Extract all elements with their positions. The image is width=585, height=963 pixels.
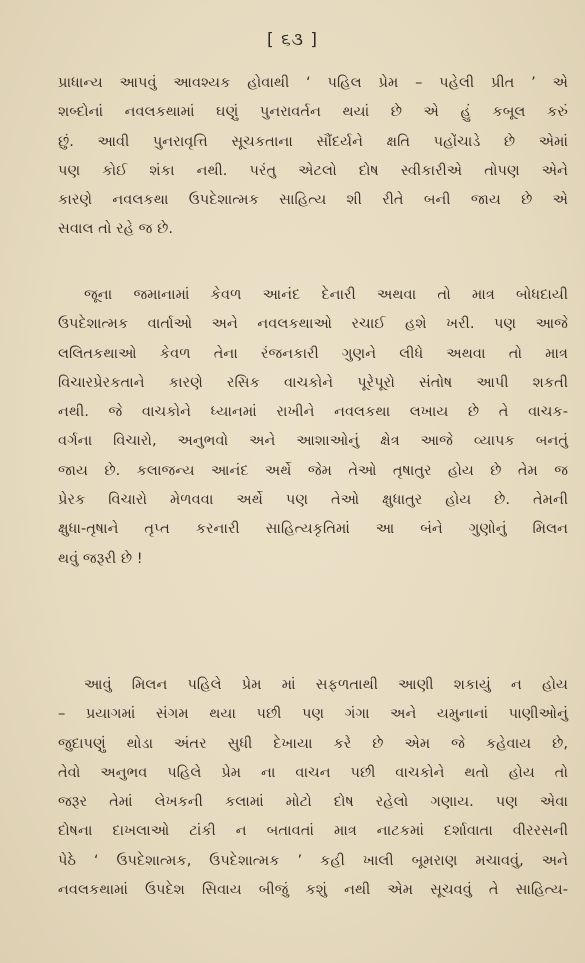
text-line: પેઠે ‘ ઉપદેશાત્મક, ઉપદેશાત્મક ’ કહી ખાલી બૂમરાણ મચાવવું, અને [58, 851, 568, 869]
text-line: ક્ષુધા-તૃષાને તૃપ્ત કરનારી સાહિત્યકૃતિમાં આ બંને ગુણોનું મિલન [58, 520, 568, 538]
text-line: નથી. જે વાચકોને ધ્યાનમાં રાખીને નવલકથા લખાય છે તે વાચક- [58, 403, 568, 421]
text-line: – પ્રયાગમાં સંગમ થયા પછી પણ ગંગા અને યમુનાનાં પાણીઓનું [58, 705, 568, 723]
text-line: ઉપદેશાત્મક વાર્તાઓ અને નવલકથાઓ રચાઈ હશે ખરી. પણ આજે [58, 315, 568, 333]
text-line: કારણે નવલકથા ઉપદેશાત્મક સાહિત્ય શી રીતે બની જાય છે એ [58, 191, 568, 209]
paragraph-1 [58, 76, 568, 252]
paragraph-2 [58, 288, 568, 581]
text-line: શબ્દોનાં નવલકથામાં ઘણું પુનરાવર્તન થયાં છે એ હું કબૂલ કરું [58, 103, 568, 121]
text-line: સવાલ તો રહે જ છે. [58, 220, 174, 238]
text-line: વિચારપ્રેરકતાને કારણે રસિક વાચકોને પૂરેપૂરો સંતોષ આપી શકતી [58, 373, 568, 391]
text-line: છું. આવી પુનરાવૃત્તિ સૂચકતાના સૌંદર્યને ક્ષતિ પહોંચાડે છે એમાં [58, 132, 568, 150]
text-line: જરૂર તેમાં લેખકની કલામાં મોટો દોષ રહેલો ગણાય. પણ એવા [58, 793, 568, 811]
text-line: આવું મિલન પહિલે પ્રેમ માં સફળતાથી આણી શકાયું ન હોય [84, 676, 568, 693]
page-number: [ ૬૩ ] [267, 30, 318, 50]
text-line: નવલકથામાં ઉપદેશ સિવાય બીજું કશું નથી એમ સૂચવવું તે સાહિત્ય- [58, 881, 568, 899]
text-line: થવું જરૂરી છે ! [58, 549, 143, 567]
text-line: પ્રાધાન્ય આપવું આવશ્યક હોવાથી ‘ પહિલ પ્રેમ – પહેલી પ્રીત ’ એ [58, 74, 568, 91]
text-line: વર્ગના વિચારો, અનુભવો અને આશાઓનું ક્ષેત્ર આજે વ્યાપક બનતું [58, 432, 568, 450]
text-line: લલિતકથાઓ કેવળ તેના રંજનકારી ગુણને લીધે અથવા તો માત્ર [58, 344, 568, 362]
text-line: જુદાપણું થોડા અંતર સુધી દેખાયા કરે છે એમ જે કહેવાય છે, [58, 734, 568, 752]
text-line: પ્રેરક વિચારો મેળવવા અર્થે પણ તેઓ ક્ષુધાતુર હોય છે. તેમની [58, 491, 568, 509]
text-line: દોષના દાખલાઓ ટાંકી ન બતાવતાં માત્ર નાટકમાં દર્શાવાતા વીરરસની [58, 822, 568, 840]
text-line: જાય છે. કલાજન્ય આનંદ અર્થે જેમ તેઓ તૃષાતુર હોય છે તેમ જ [58, 461, 568, 479]
text-line: તેવો અનુભવ પહિલે પ્રેમ ના વાચન પછી વાચકોને થતો હોય તો [58, 763, 568, 781]
paragraph-3 [58, 678, 568, 912]
text-line: પણ કોઈ શંકા નથી. પરંતુ એટલો દોષ સ્વીકારીએ તોપણ એને [58, 161, 568, 179]
text-line: જૂના જમાનામાં કેવળ આનંદ દેનારી અથવા તો માત્ર બોધદાયી [84, 286, 568, 303]
